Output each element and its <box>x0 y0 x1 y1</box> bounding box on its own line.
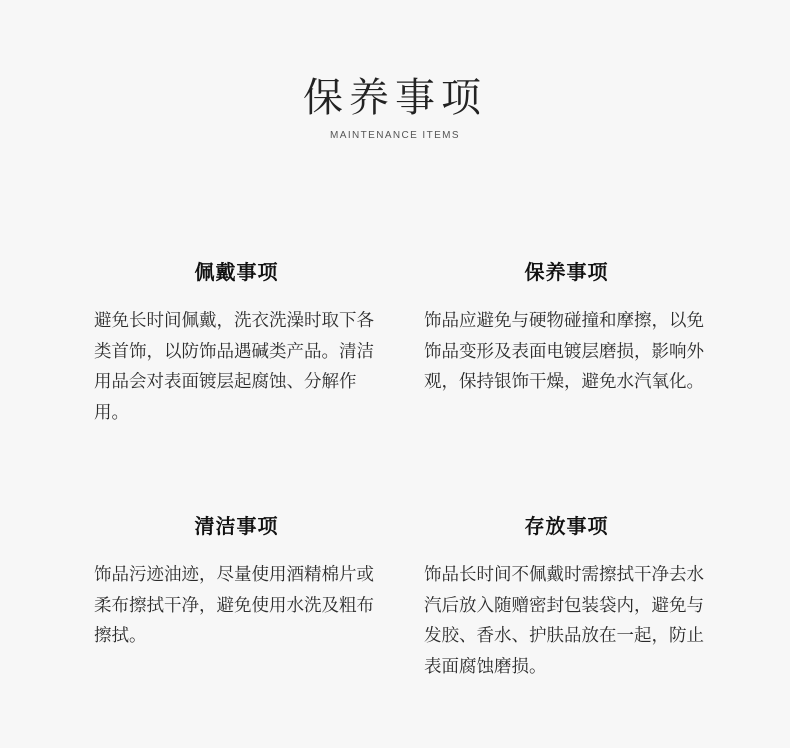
page-header <box>0 72 790 141</box>
cleaning-notes-card <box>94 512 379 652</box>
card-title: 清洁事项 <box>194 514 279 538</box>
maintenance-notes-card <box>424 258 709 398</box>
card-title: 存放事项 <box>524 514 609 538</box>
storage-notes-card <box>424 512 709 682</box>
card-title: 保养事项 <box>524 260 609 284</box>
page-title: 保养事项 <box>303 75 487 121</box>
wearing-notes-card <box>94 258 379 428</box>
card-title: 佩戴事项 <box>194 260 279 284</box>
card-text: 饰品污迹油迹，尽量使用酒精棉片或柔布擦拭干净，避免使用水洗及粗布擦拭。 <box>94 565 374 646</box>
card-text: 饰品长时间不佩戴时需擦拭干净去水汽后放入随赠密封包装袋内，避免与发胶、香水、护肤品放在一起，防止表面腐蚀磨损。 <box>424 565 704 677</box>
card-text: 避免长时间佩戴，洗衣洗澡时取下各类首饰，以防饰品遇碱类产品。清洁用品会对表面镀层起腐蚀、分解作用。 <box>94 311 374 423</box>
card-text: 饰品应避免与硬物碰撞和摩擦，以免饰品变形及表面电镀层磨损，影响外观，保持银饰干燥，避免水汽氧化。 <box>424 311 704 392</box>
page-subtitle: MAINTENANCE ITEMS <box>330 130 460 141</box>
